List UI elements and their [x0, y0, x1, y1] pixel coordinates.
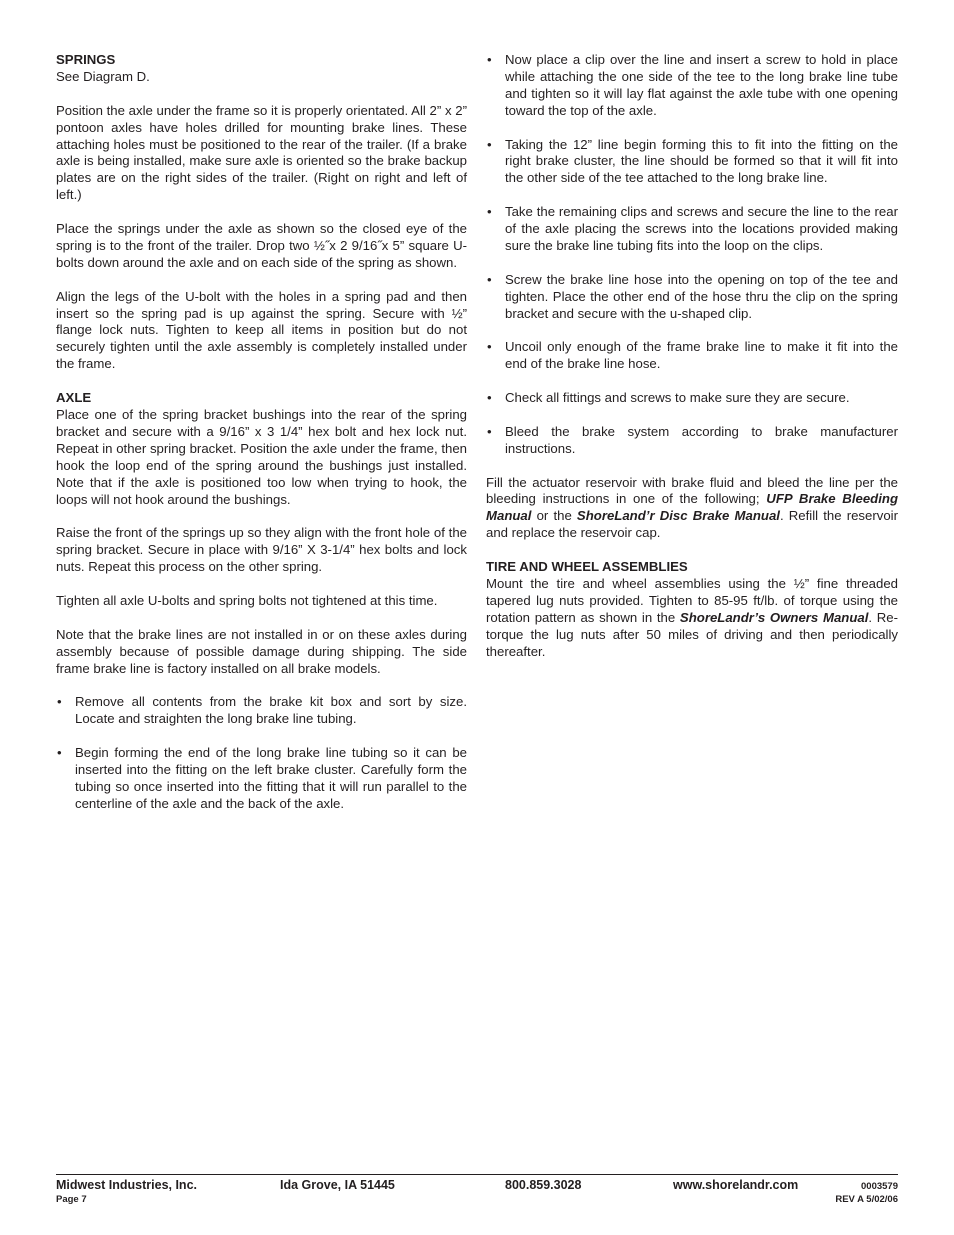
- ufp-manual-title: UFP Brake Bleeding Manual: [486, 491, 898, 524]
- bullet-item: [486, 137, 898, 188]
- bullet-item: [486, 204, 898, 255]
- footer-website: www.shorelandr.com: [673, 1178, 799, 1192]
- axle-paragraph-1: Place one of the spring bracket bushings into the rear of the spring bracket and secure with a 9/16” x 3 1/4” hex bolt and hex lock nut. Repeat in other spring bracket. Position the axle under the frame, then hook the loop end of the spring around the bushings just installed. Note that if the axle is positioned too low when trying to hook, the loops will not hook around the bushings.: [56, 406, 467, 507]
- footer-doc-number: 0003579: [861, 1181, 898, 1192]
- tire-heading: TIRE AND WHEEL ASSEMBLIES: [486, 559, 688, 575]
- right-bullet-list: [486, 52, 898, 458]
- bullet-item: [486, 424, 898, 458]
- bullet-icon: •: [487, 136, 492, 152]
- bullet-text: Bleed the brake system according to brake manufacturer instructions.: [505, 423, 898, 456]
- bullet-text: Begin forming the end of the long brake line tubing so it can be inserted into the fitting on the left brake cluster. Carefully form the tubing so once inserted into the fitting that it will run parallel to the centerline of the axle and the back of the axle.: [75, 745, 467, 811]
- springs-paragraph-3: Place the springs under the axle as shown so the closed eye of the spring is to the front of the trailer. Drop two ½˝x 2 9/16˝x 5” square U-bolts down around the axle and on each side of the spring as shown.: [56, 221, 467, 270]
- bullet-item: [56, 745, 467, 813]
- bullet-text: Take the remaining clips and screws and secure the line to the rear of the axle placing the screws into the locations provided making sure the brake line tubing fits into the loop on the clips.: [505, 204, 898, 253]
- left-bullet-list: [56, 694, 467, 812]
- bullet-item: [56, 694, 467, 728]
- springs-paragraph-2: Position the axle under the frame so it is properly orientated. All 2” x 2” pontoon axles have holes drilled for mounting brake lines. These attaching holes must be positioned to the rear of the trailer. (If a brake axle is being installed, make sure axle is oriented so the brake backup plates are on the right sides of the trailer. (Right on right and left of left.): [56, 102, 467, 203]
- bullet-text: Screw the brake line hose into the opening on top of the tee and tighten. Place the other end of the hose thru the clip on the spring bracket and secure with the u-shaped clip.: [505, 271, 898, 321]
- bullet-icon: •: [487, 52, 492, 67]
- reservoir-paragraph: [486, 475, 898, 543]
- tire-text-1: Mount the tire and wheel assemblies using the ½” fine threaded tapered lug nuts provided. Tighten to 85-95 ft/lb. of torque using the rotation pattern as shown in the: [486, 575, 898, 625]
- bullet-item: [486, 390, 898, 407]
- right-column: [486, 52, 898, 677]
- left-column: [56, 52, 467, 830]
- springs-paragraph-1: See Diagram D.: [56, 68, 150, 84]
- footer-location: Ida Grove, IA 51445: [280, 1178, 395, 1192]
- springs-paragraph-4: Align the legs of the U-bolt with the holes in a spring pad and then insert so the spring pad is up against the spring. Secure with ½” flange lock nuts. Tighten to keep all items in position but do not securely tighten until the axle assembly is completely installed under the frame.: [56, 288, 467, 372]
- owners-manual-title: ShoreLandr’s Owners Manual: [679, 609, 869, 625]
- bullet-item: [486, 52, 898, 120]
- bullet-icon: •: [487, 390, 492, 406]
- reservoir-text-3: . Refill the reservoir and replace the reservoir cap.: [486, 508, 898, 541]
- axle-heading: AXLE: [56, 390, 92, 406]
- footer-revision: REV A 5/02/06: [835, 1194, 898, 1205]
- reservoir-text-2: or the: [531, 508, 577, 524]
- bullet-text: Uncoil only enough of the frame brake line to make it fit into the end of the brake line hose.: [505, 339, 898, 372]
- bullet-icon: •: [487, 271, 492, 287]
- bullet-icon: •: [487, 423, 492, 439]
- bullet-text: Now place a clip over the line and insert a screw to hold in place while attaching the one side of the tee to the long brake line tube and tighten so it will lay flat against the axle tube with one opening toward the top of the axle.: [505, 52, 898, 118]
- reservoir-text-1: Fill the actuator reservoir with brake fluid and bleed the line per the bleeding instructions in one of the following;: [486, 474, 898, 507]
- bullet-text: Remove all contents from the brake kit box and sort by size. Locate and straighten the long brake line tubing.: [75, 694, 467, 727]
- axle-paragraph-2: Raise the front of the springs up so they align with the front hole of the spring bracket. Secure in place with 9/16” X 3-1/4” hex bolts and lock nuts. Repeat this process on the other spring.: [56, 525, 467, 575]
- bullet-text: Taking the 12” line begin forming this to fit into the fitting on the right brake cluster, the line should be formed so that it will fit into the other side of the tee attached to the long brake line.: [505, 136, 898, 186]
- disc-brake-manual-title: ShoreLand’r Disc Brake Manual: [576, 508, 780, 524]
- bullet-text: Check all fittings and screws to make sure they are secure.: [505, 390, 850, 406]
- bullet-item: [486, 339, 898, 373]
- axle-paragraph-3: Tighten all axle U-bolts and spring bolts not tightened at this time.: [56, 592, 438, 608]
- footer-page-number: Page 7: [56, 1194, 87, 1205]
- axle-paragraph-4: Note that the brake lines are not installed in or on these axles during assembly because of possible damage during shipping. The side frame brake line is factory installed on all brake models.: [56, 626, 467, 676]
- bullet-icon: •: [487, 339, 492, 355]
- footer-company: Midwest Industries, Inc.: [56, 1178, 197, 1192]
- page-footer: [56, 1174, 898, 1205]
- springs-heading: SPRINGS: [56, 52, 116, 67]
- bullet-icon: •: [57, 694, 62, 710]
- tire-paragraph: [486, 576, 898, 661]
- bullet-icon: •: [57, 745, 62, 761]
- footer-phone: 800.859.3028: [505, 1178, 582, 1192]
- bullet-item: [486, 272, 898, 323]
- tire-text-2: . Re-torque the lug nuts after 50 miles of driving and then periodically thereafter.: [486, 609, 899, 659]
- bullet-icon: •: [487, 204, 492, 220]
